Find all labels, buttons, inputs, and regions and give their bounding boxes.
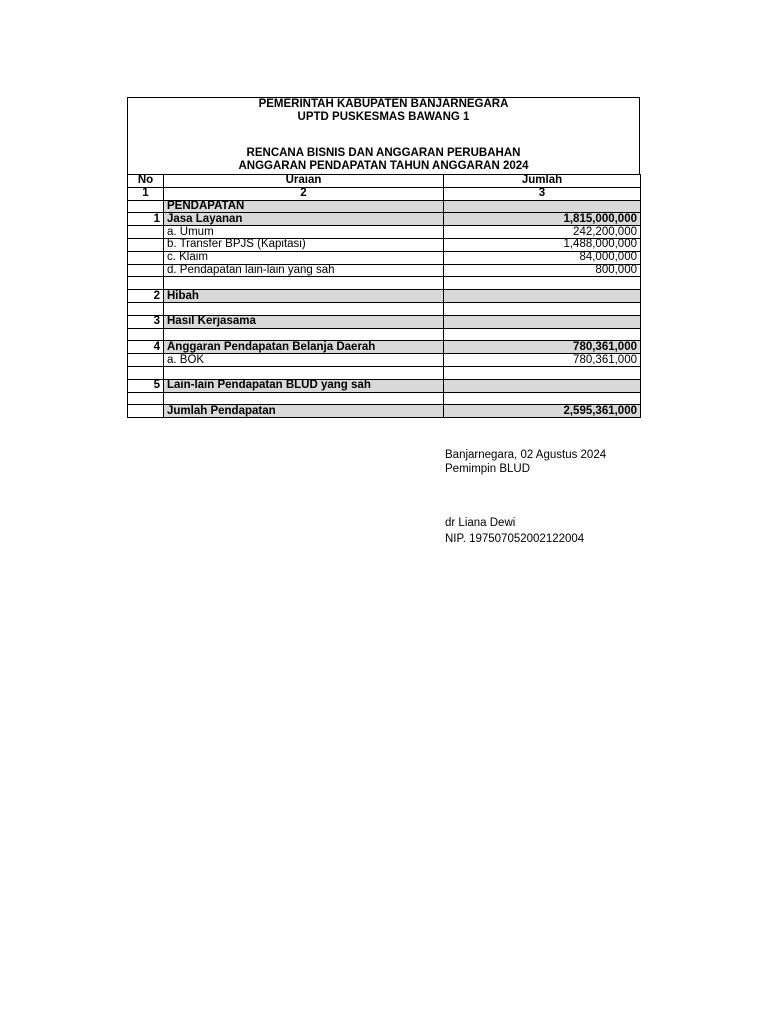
table-row	[128, 238, 641, 251]
budget-sheet	[127, 97, 640, 418]
col-index-no: 1	[128, 187, 164, 200]
row-label: Anggaran Pendapatan Belanja Daerah	[164, 341, 444, 354]
table-row	[128, 213, 641, 226]
empty-row	[128, 277, 641, 290]
column-header-row	[128, 175, 641, 188]
signer-role: Pemimpin BLUD	[445, 463, 530, 475]
row-label: Jasa Layanan	[164, 213, 444, 226]
place-date: Banjarnegara, 02 Agustus 2024	[445, 449, 607, 461]
column-index-row	[128, 187, 641, 200]
row-value: 1,488,000,000	[444, 238, 641, 251]
row-number: 4	[128, 341, 164, 354]
row-label: a. Umum	[164, 226, 444, 239]
row-number: 3	[128, 315, 164, 328]
row-value: 242,200,000	[444, 226, 641, 239]
empty-row	[128, 366, 641, 379]
budget-title: ANGGARAN PENDAPATAN TAHUN ANGGARAN 2024	[238, 160, 529, 172]
table-row	[128, 354, 641, 367]
row-value: 780,361,000	[444, 354, 641, 367]
table-row	[128, 341, 641, 354]
unit-title: UPTD PUSKESMAS BAWANG 1	[297, 111, 470, 123]
row-label: Hibah	[164, 290, 444, 303]
revenue-table	[127, 174, 641, 418]
row-label: b. Transfer BPJS (Kapitasi)	[164, 238, 444, 251]
table-row	[128, 290, 641, 303]
row-label: d. Pendapatan lain-lain yang sah	[164, 264, 444, 277]
signer-name: dr Liana Dewi	[445, 517, 516, 529]
table-row	[128, 264, 641, 277]
total-label: Jumlah Pendapatan	[164, 405, 444, 418]
row-label: c. Klaim	[164, 251, 444, 264]
col-header-uraian: Uraian	[164, 175, 444, 188]
row-value: 84,000,000	[444, 251, 641, 264]
section-label: PENDAPATAN	[164, 200, 444, 213]
table-row	[128, 315, 641, 328]
row-label: Hasil Kerjasama	[164, 315, 444, 328]
signature-block-top	[445, 448, 606, 476]
total-row	[128, 405, 641, 418]
signer-nip: NIP. 197507052002122004	[445, 533, 585, 545]
empty-row	[128, 328, 641, 341]
row-value: 1,815,000,000	[444, 213, 641, 226]
section-row	[128, 200, 641, 213]
table-row	[128, 379, 641, 392]
row-number: 1	[128, 213, 164, 226]
row-number: 5	[128, 379, 164, 392]
row-label: a. BOK	[164, 354, 444, 367]
empty-row	[128, 392, 641, 405]
document-header	[127, 97, 640, 174]
row-label: Lain-lain Pendapatan BLUD yang sah	[164, 379, 444, 392]
col-header-jumlah: Jumlah	[444, 175, 641, 188]
col-index-uraian: 2	[164, 187, 444, 200]
empty-row	[128, 302, 641, 315]
total-value: 2,595,361,000	[444, 405, 641, 418]
col-index-jumlah: 3	[444, 187, 641, 200]
row-value: 780,361,000	[444, 341, 641, 354]
table-row	[128, 226, 641, 239]
row-value: 800,000	[444, 264, 641, 277]
plan-title: RENCANA BISNIS DAN ANGGARAN PERUBAHAN	[246, 147, 521, 159]
col-header-no: No	[128, 175, 164, 188]
table-row	[128, 251, 641, 264]
government-title: PEMERINTAH KABUPATEN BANJARNEGARA	[258, 98, 509, 110]
signature-block-bottom	[445, 516, 584, 546]
row-number: 2	[128, 290, 164, 303]
